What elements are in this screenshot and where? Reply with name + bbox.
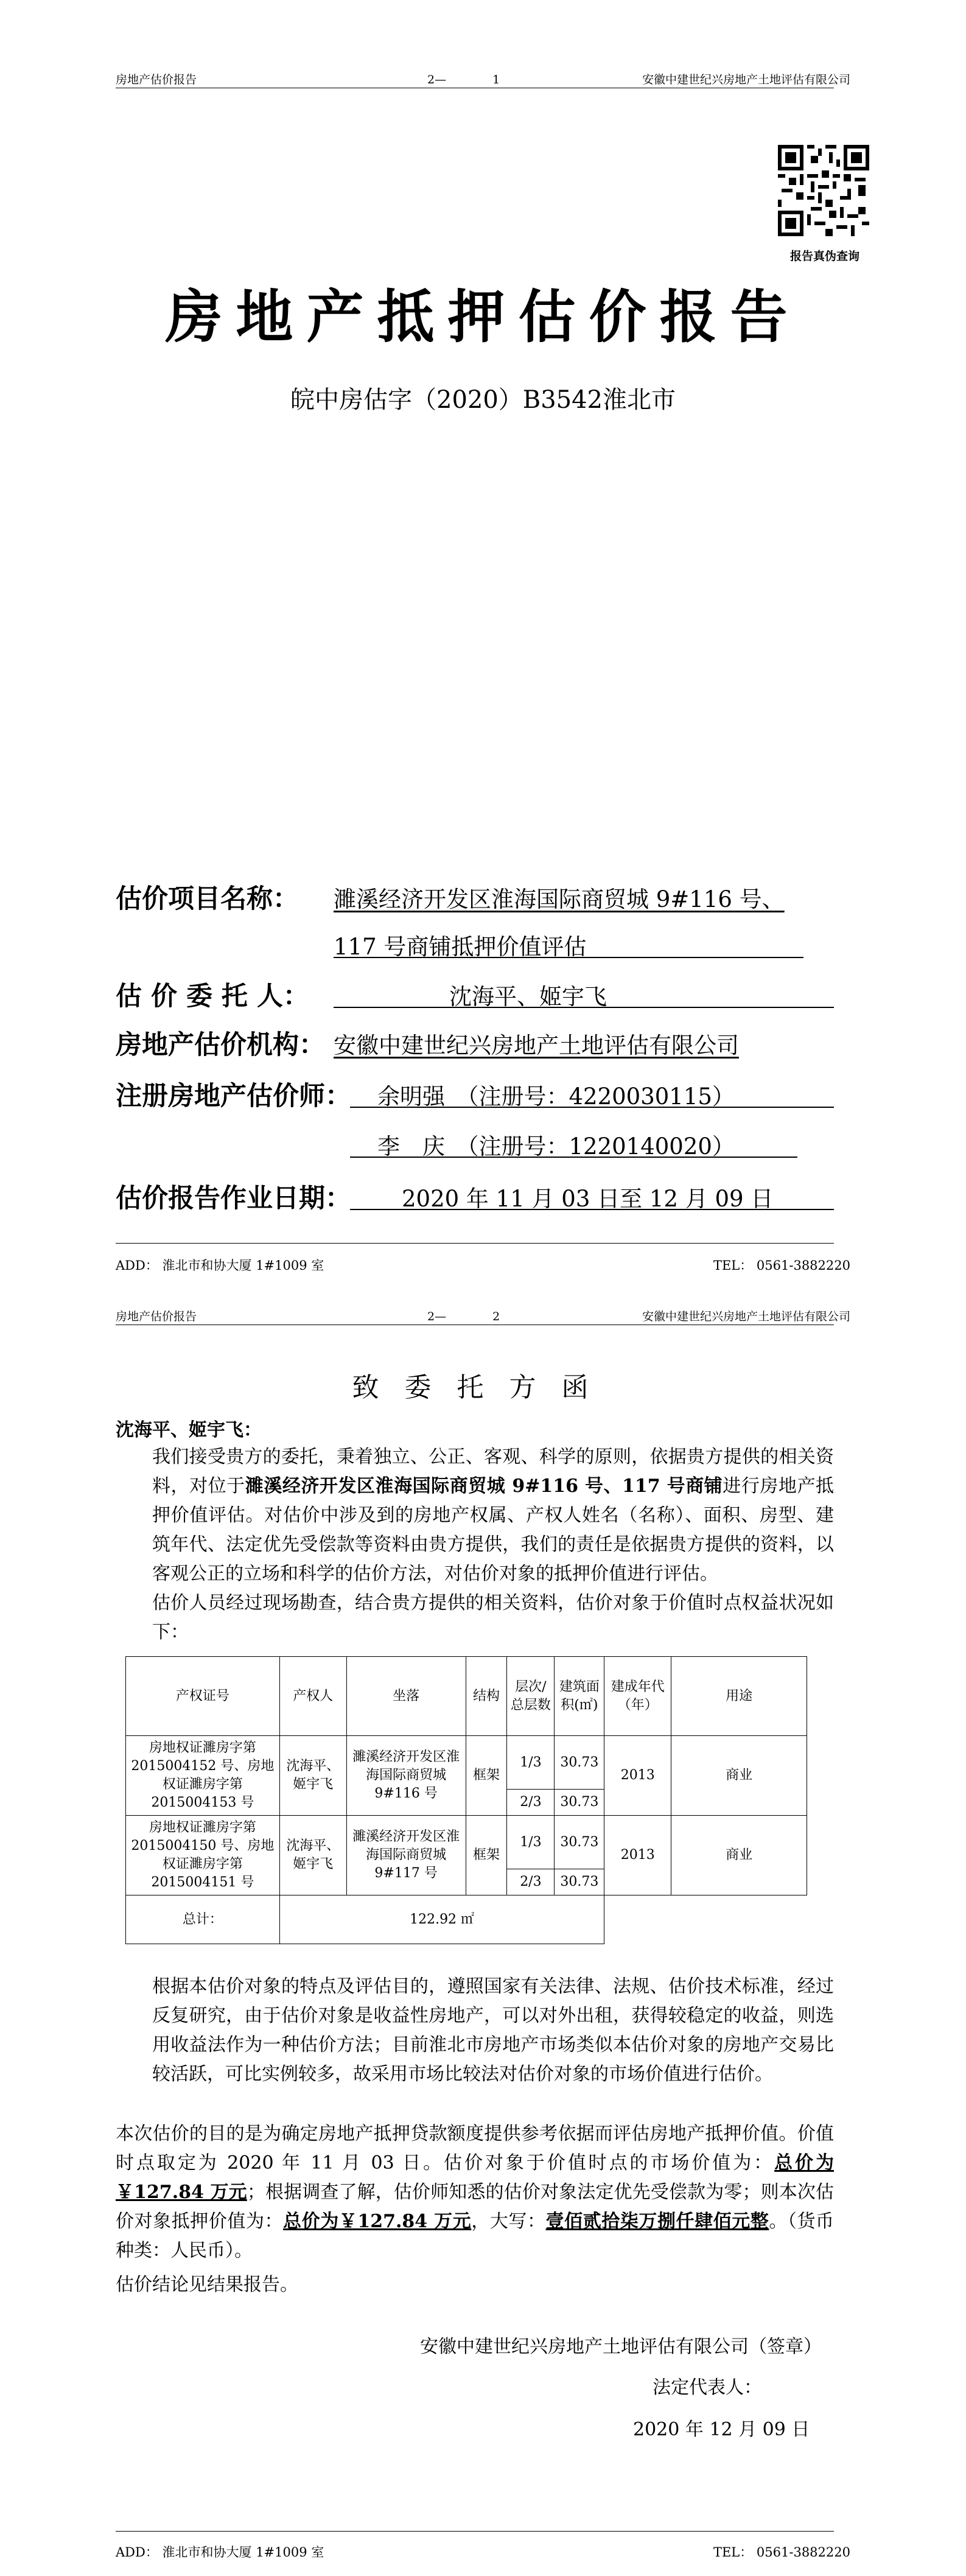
footer-rule [116,1243,834,1244]
project-underline [334,957,803,958]
client-underline [334,1007,834,1008]
use-cell: 商业 [671,1816,807,1895]
table-row [126,1736,807,1790]
location-cell: 濉溪经济开发区淮海国际商贸城9#116 号 [346,1736,466,1816]
letter-paragraph-5: 估价结论见结果报告。 [116,2274,298,2295]
column-header: 产权证号 [126,1657,280,1736]
footer-address: ADD： 淮北市和协大厦 1#1009 室 [116,1258,324,1273]
area-cell: 30.73 [555,1816,604,1869]
work-date-value: 2020 年 11 月 03 日至 12 月 09 日 [402,1186,774,1212]
header-report-type: 房地产估价报告 [116,73,197,86]
column-header: 层次/总层数 [507,1657,555,1736]
document-number: 皖中房估字（2020）B3542淮北市 [290,386,676,414]
work-date-label: 估价报告作业日期： [116,1183,351,1214]
header-report-type: 房地产估价报告 [116,1310,197,1323]
appraiser-2: 李 庆 （注册号：1220140020） [377,1133,735,1160]
footer-tel: TEL： 0561-3882220 [713,1258,850,1273]
column-header: 用途 [671,1657,807,1736]
structure-cell: 框架 [466,1736,507,1816]
appraiser-1: 余明强 （注册号：4220030115） [377,1083,735,1110]
column-header: 产权人 [279,1657,346,1736]
letter-paragraph-4: 本次估价的目的是为确定房地产抵押贷款额度提供参考依据而评估房地产抵押价值。价值时点取定为 2020 年 11 月 03 日。估价对象于价值时点的市场价值为：总价为￥127.84 万元；根据调查了解，估价师知悉的估价对象法定优先受偿款为零；则本次估价对象抵押价值为：总价为￥127.84 万元，大写：壹佰贰拾柒万捌仟肆佰元整。（货币种类：人民币）。 [116,2123,835,2261]
qr-caption: 报告真伪查询 [789,250,859,263]
header-company: 安徽中建世纪兴房地产土地评估有限公司 [642,73,850,86]
header-company: 安徽中建世纪兴房地产土地评估有限公司 [642,1310,850,1323]
signature-date: 2020 年 12 月 09 日 [633,2419,810,2440]
agency-value: 安徽中建世纪兴房地产土地评估有限公司 [334,1032,739,1059]
letter-paragraph-3: 根据本估价对象的特点及评估目的，遵照国家有关法律、法规、估价技术标准，经过反复研究，由于估价对象是收益性房地产，可以对外出租，获得较稳定的收益，则选用收益法作为一种估价方法；目前淮北市房地产市场类似本估价对象的房地产交易比较活跃，可比实例较多，故采用市场比较法对估价对象的市场价值进行估价。 [152,1976,834,2085]
mortgage-value: 总价为￥127.84 万元 [283,2211,472,2232]
total-area-cell: 122.92 ㎡ [279,1895,604,1944]
property-rights-table [125,1656,807,1944]
structure-cell: 框架 [466,1816,507,1895]
client-value: 沈海平、姬宇飞 [449,984,607,1010]
footer-rule [116,2531,834,2532]
column-header: 建成年代（年） [604,1657,671,1736]
qr-code-icon[interactable] [778,145,869,236]
column-header: 建筑面积(㎡) [555,1657,604,1736]
column-header: 坐落 [346,1657,466,1736]
floor-cell: 2/3 [507,1790,555,1816]
area-cell: 30.73 [555,1790,604,1816]
signature-company: 安徽中建世纪兴房地产土地评估有限公司（签章） [420,2336,822,2357]
floor-cell: 1/3 [507,1816,555,1869]
agency-label: 房地产估价机构： [116,1030,325,1060]
market-value: 总价为￥127.84 万元 [116,2152,834,2203]
floor-cell: 1/3 [507,1736,555,1790]
signature-legal-rep: 法定代表人： [653,2377,762,2398]
appraiser-label: 注册房地产估价师： [116,1081,351,1111]
letter-paragraph-1: 我们接受贵方的委托，秉着独立、公正、客观、科学的原则，依据贵方提供的相关资料，对位于濉溪经济开发区淮海国际商贸城 9#116 号、117 号商铺进行房地产抵押价值评估。对估价中涉及到的房地产权属、产权人姓名（名称）、面积、房型、建筑年代、法定优先受偿款等资料由贵方提供，我们的责任是依据贵方提供的资料，以客观公正的立场和科学的估价方法，对估价对象的抵押价值进行评估。 [152,1446,835,1584]
total-label-cell: 总计： [126,1895,280,1944]
area-cell: 30.73 [555,1736,604,1790]
project-name-label: 估价项目名称： [116,884,299,914]
cert-number-cell: 房地权证濉房字第2015004152 号、房地权证濉房字第2015004153 号 [126,1736,280,1816]
property-location: 濉溪经济开发区淮海国际商贸城 9#116 号、117 号商铺 [245,1475,723,1497]
client-label: 估 价 委 托 人： [116,981,309,1012]
owner-cell: 沈海平、姬宇飞 [279,1736,346,1816]
project-name-value-line2: 117 号商铺抵押价值评估 [334,934,587,960]
letter-paragraph-2: 估价人员经过现场勘查，结合贵方提供的相关资料，估价对象于价值时点权益状况如下： [152,1592,834,1643]
table-header-row [126,1657,807,1736]
letter-title: 致委托方函 [352,1372,614,1403]
report-title: 房地产抵押估价报告 [165,284,801,351]
project-name-value: 濉溪经济开发区淮海国际商贸城 9#116 号、 [334,886,785,912]
use-cell: 商业 [671,1736,807,1816]
cert-number-cell: 房地权证濉房字第2015004150 号、房地权证濉房字第2015004151 号 [126,1816,280,1895]
owner-cell: 沈海平、姬宇飞 [279,1816,346,1895]
mortgage-value-uppercase: 壹佰贰拾柒万捌仟肆佰元整 [545,2211,769,2232]
header-page-number: 2— 2 [427,1310,500,1323]
floor-cell: 2/3 [507,1869,555,1895]
footer-tel: TEL： 0561-3882220 [713,2545,850,2560]
table-row [126,1816,807,1869]
year-cell: 2013 [604,1736,671,1816]
appraiser-1-underline [350,1107,834,1108]
year-cell: 2013 [604,1816,671,1895]
area-cell: 30.73 [555,1869,604,1895]
column-header: 结构 [466,1657,507,1736]
work-date-underline [350,1209,834,1210]
header-page-number: 2— 1 [427,73,500,86]
footer-address: ADD： 淮北市和协大厦 1#1009 室 [116,2545,324,2560]
appraiser-2-underline [350,1157,797,1158]
location-cell: 濉溪经济开发区淮海国际商贸城9#117 号 [346,1816,466,1895]
letter-salutation: 沈海平、姬宇飞： [116,1419,262,1441]
table-total-row [126,1895,807,1944]
